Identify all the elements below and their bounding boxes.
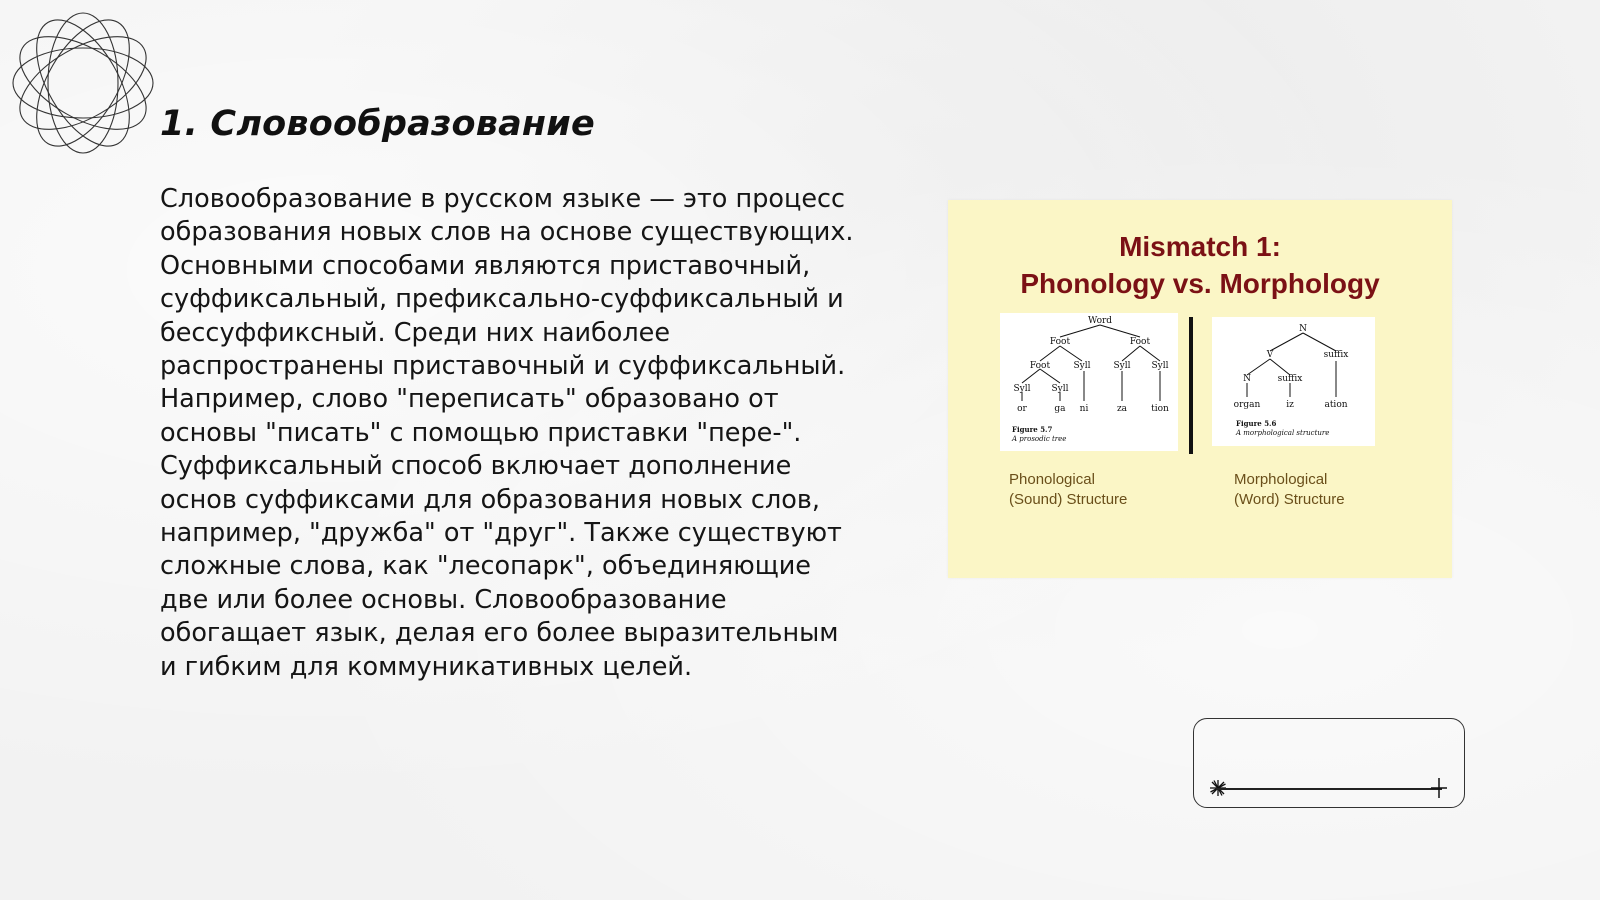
- circular-ornament-icon: [8, 8, 158, 158]
- caption-line: Phonological: [1009, 471, 1095, 488]
- morphological-tree: [1212, 317, 1375, 446]
- tree-node: Syll: [1113, 361, 1131, 371]
- caption-line: (Sound) Structure: [1009, 491, 1128, 508]
- figure-divider: [1189, 317, 1193, 454]
- tree-leaf: ation: [1324, 400, 1348, 410]
- media-progress-widget[interactable]: [1193, 718, 1465, 808]
- tree-node: Syll: [1151, 361, 1169, 371]
- caption-line: (Word) Structure: [1234, 491, 1345, 508]
- tree-leaf: za: [1116, 404, 1128, 414]
- figure-caption: A prosodic tree: [1012, 435, 1067, 443]
- slide-body-text: Словообразование в русском языке — это процесс образования новых слов на основе существующих. Основными способами являются приставочный, суффиксальный, префиксально-суффиксальный и бессуффиксный. Среди них наиболее распространены приставочный и суффиксальный. Например, слово "переписать" образовано от основы "писать" с помощью приставки "пере-". Суффиксальный способ включает дополнение основ суффиксами для образования новых слов, например, "дружба" от "друг". Также существуют сложные слова, как "лесопарк", объединяющие две или более основы. Словообразование обогащает язык, делая его более выразительным и гибким для коммуникативных целей.: [160, 184, 854, 682]
- tree-node: Word: [1087, 316, 1113, 326]
- progress-track[interactable]: [1216, 788, 1442, 790]
- tree-node: V: [1266, 350, 1274, 360]
- figure-title: [948, 228, 1452, 302]
- plus-marker-icon[interactable]: [1428, 777, 1450, 799]
- tree-node: Foot: [1049, 337, 1071, 347]
- prosodic-tree: [1000, 313, 1178, 451]
- tree-node: Syll: [1051, 384, 1069, 394]
- figure-number: Figure 5.7: [1012, 425, 1053, 434]
- tree-leaf: ni: [1079, 404, 1089, 414]
- slide-title: 1. Словообразование: [160, 104, 595, 144]
- caption-morphological: [1234, 470, 1345, 510]
- figure-number: Figure 5.6: [1236, 419, 1277, 428]
- tree-node: Foot: [1029, 361, 1051, 371]
- caption-phonological: [1009, 470, 1127, 510]
- figure-title-line1: Mismatch 1:: [1119, 231, 1281, 262]
- tree-leaf: iz: [1286, 400, 1294, 410]
- tree-node: suffix: [1323, 350, 1349, 360]
- tree-node: Syll: [1013, 384, 1031, 394]
- tree-leaf: organ: [1233, 400, 1261, 410]
- figure-mismatch-image: [948, 200, 1452, 578]
- caption-line: Morphological: [1234, 471, 1328, 488]
- figure-title-line2: Phonology vs. Morphology: [1020, 268, 1380, 299]
- figure-caption: A morphological structure: [1236, 429, 1330, 437]
- tree-node: suffix: [1277, 374, 1303, 384]
- tree-leaf: tion: [1151, 404, 1169, 414]
- tree-leaf: or: [1017, 404, 1027, 414]
- tree-node: Syll: [1073, 361, 1091, 371]
- tree-leaf: ga: [1054, 404, 1066, 414]
- tree-node: N: [1299, 324, 1307, 334]
- tree-node: N: [1243, 374, 1251, 384]
- tree-node: Foot: [1129, 337, 1151, 347]
